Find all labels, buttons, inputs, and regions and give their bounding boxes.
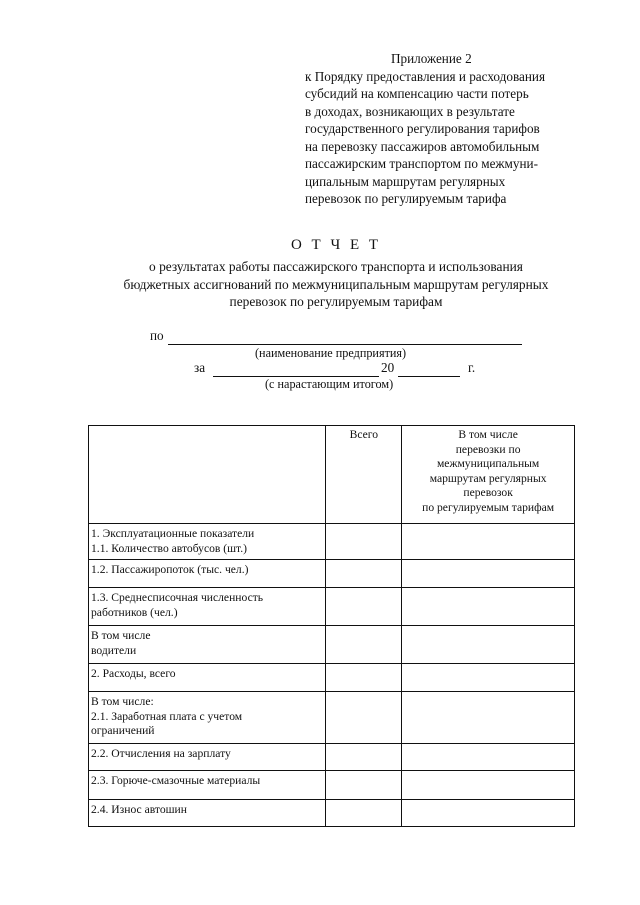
total-cell[interactable] xyxy=(326,692,402,744)
table-header-total: Всего xyxy=(326,426,402,524)
table-row xyxy=(89,524,575,560)
appendix-line: на перевозку пассажиров автомобильным xyxy=(305,138,540,154)
total-cell[interactable] xyxy=(326,664,402,692)
subset-cell[interactable] xyxy=(402,771,575,800)
subset-cell[interactable] xyxy=(402,560,575,588)
table-row xyxy=(89,744,575,771)
report-subtitle xyxy=(60,258,612,311)
table-row xyxy=(89,664,575,692)
row-label: 1. Эксплуатационные показатели 1.1. Количество автобусов (шт.) xyxy=(89,524,326,560)
table-header-cell xyxy=(89,426,326,524)
subset-cell[interactable] xyxy=(402,800,575,827)
report-subtitle-line: о результатах работы пассажирского транспорта и использования xyxy=(149,259,523,274)
table-header-row xyxy=(89,426,575,524)
subset-cell[interactable] xyxy=(402,664,575,692)
appendix-line: государственного регулирования тарифов xyxy=(305,121,540,136)
total-cell[interactable] xyxy=(326,771,402,800)
subset-cell[interactable] xyxy=(402,626,575,664)
row-label: 2.4. Износ автошин xyxy=(89,800,326,827)
table-row xyxy=(89,588,575,626)
subset-cell[interactable] xyxy=(402,744,575,771)
for-label: за xyxy=(194,360,206,375)
enterprise-name-field[interactable] xyxy=(168,344,522,345)
appendix-line: ципальным маршрутам регулярных xyxy=(305,173,506,189)
row-label: 1.2. Пассажиропоток (тыс. чел.) xyxy=(89,560,326,588)
row-label: 1.3. Среднесписочная численность работников (чел.) xyxy=(89,588,326,626)
row-label: 2. Расходы, всего xyxy=(89,664,326,692)
year-suffix: г. xyxy=(468,360,476,375)
row-label: 2.2. Отчисления на зарплату xyxy=(89,744,326,771)
appendix-line: к Порядку предоставления и расходования xyxy=(305,68,546,84)
appendix-title: Приложение 2 xyxy=(391,51,472,66)
table-row xyxy=(89,560,575,588)
by-label: по xyxy=(150,328,164,343)
report-subtitle-line: перевозок по регулируемым тарифам xyxy=(229,294,443,309)
subset-cell[interactable] xyxy=(402,692,575,744)
year-field[interactable] xyxy=(398,376,460,377)
row-label: В том числе: 2.1. Заработная плата с учетом ограничений xyxy=(89,692,326,744)
subset-cell[interactable] xyxy=(402,588,575,626)
table-row xyxy=(89,626,575,664)
year-prefix: 20 xyxy=(381,360,395,375)
enterprise-name-hint: (наименование предприятия) xyxy=(255,346,407,360)
cumulative-hint: (с нарастающим итогом) xyxy=(265,377,394,391)
total-cell[interactable] xyxy=(326,588,402,626)
report-title: О Т Ч Е Т xyxy=(290,237,382,253)
table-header-subset: В том числе перевозки по межмуниципальным маршрутам регулярных перевозок по регулируемым тарифам xyxy=(402,426,575,524)
report-table xyxy=(88,425,575,827)
appendix-line: пассажирским транспортом по межмуни- xyxy=(305,156,538,171)
subset-cell[interactable] xyxy=(402,524,575,560)
table-row xyxy=(89,771,575,800)
row-label: 2.3. Горюче-смазочные материалы xyxy=(89,771,326,800)
total-cell[interactable] xyxy=(326,524,402,560)
table-row xyxy=(89,800,575,827)
table-row xyxy=(89,692,575,744)
appendix-line: субсидий на компенсацию части потерь xyxy=(305,86,529,101)
row-label: В том числе водители xyxy=(89,626,326,664)
total-cell[interactable] xyxy=(326,744,402,771)
appendix-line: в доходах, возникающих в результате xyxy=(305,103,515,119)
total-cell[interactable] xyxy=(326,800,402,827)
report-subtitle-line: бюджетных ассигнований по межмуниципальным маршрутам регулярных xyxy=(123,276,549,292)
total-cell[interactable] xyxy=(326,560,402,588)
appendix-block xyxy=(305,50,605,208)
appendix-line: перевозок по регулируемым тарифа xyxy=(305,191,507,206)
total-cell[interactable] xyxy=(326,626,402,664)
